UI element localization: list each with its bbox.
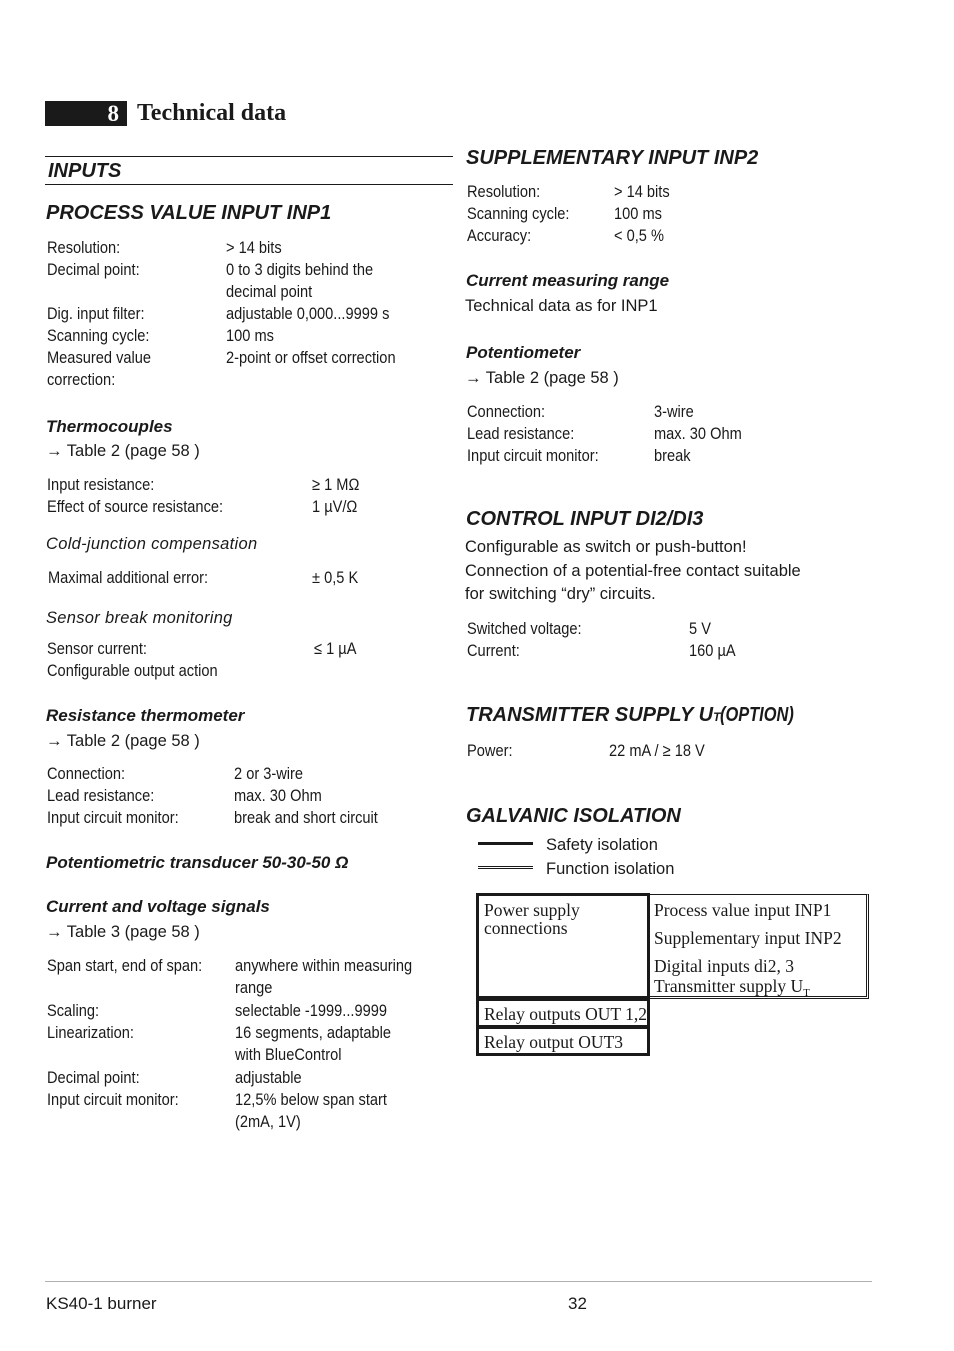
control-input-line-1: Configurable as switch or push-button! — [465, 538, 747, 556]
data-label: Dig. input filter: — [47, 304, 145, 323]
chapter-number: 8 — [45, 101, 127, 126]
data-value: anywhere within measuring — [235, 956, 413, 975]
inputs-bottom-rule — [45, 184, 453, 185]
footer-rule — [45, 1281, 872, 1282]
data-value: 3-wire — [654, 402, 694, 421]
data-label: Switched voltage: — [467, 619, 582, 638]
footer-page-number: 32 — [568, 1294, 587, 1313]
data-value: max. 30 Ohm — [654, 424, 742, 443]
data-label: Decimal point: — [47, 260, 140, 279]
data-value: adjustable 0,000...9999 s — [226, 304, 390, 323]
data-value: 2 or 3-wire — [234, 764, 304, 783]
data-label: Configurable output action — [47, 661, 218, 680]
iso-input-transmitter-main: Transmitter supply U — [654, 976, 804, 996]
data-label: Input circuit monitor: — [47, 808, 179, 827]
data-value: selectable -1999...9999 — [235, 1000, 388, 1020]
data-value: range — [235, 978, 273, 998]
rtd-ref: → Table 2 (page 58 ) — [46, 732, 200, 750]
data-value: < 0,5 % — [614, 226, 664, 245]
data-value: 0 to 3 digits behind the — [226, 260, 374, 279]
data-value: 1 µV/Ω — [312, 497, 358, 516]
function-isolation-line-icon — [478, 866, 533, 869]
relay-outputs-12-label: Relay outputs OUT 1,2 — [484, 1004, 648, 1024]
data-label: Span start, end of span: — [47, 956, 203, 975]
sensor-break-heading: Sensor break monitoring — [46, 609, 233, 627]
relay-output-3-label: Relay output OUT3 — [484, 1032, 624, 1052]
current-voltage-ref: → Table 3 (page 58 ) — [46, 923, 200, 941]
galvanic-isolation-heading: GALVANIC ISOLATION — [466, 805, 681, 827]
power-supply-line-2: connections — [484, 918, 568, 938]
data-label: Scanning cycle: — [467, 204, 570, 223]
transmitter-heading-option: (OPTION) — [720, 704, 795, 726]
data-value: 16 segments, adaptable — [235, 1022, 392, 1042]
data-label: Resolution: — [47, 238, 121, 257]
data-label: Connection: — [47, 764, 126, 783]
power-supply-line-1: Power supply — [484, 900, 580, 920]
data-label: Decimal point: — [47, 1067, 140, 1087]
data-value: (2mA, 1V) — [235, 1112, 301, 1132]
data-value: with BlueControl — [235, 1045, 342, 1065]
data-value: 5 V — [689, 619, 711, 638]
pot-transducer-heading: Potentiometric transducer 50-30-50 Ω — [46, 853, 349, 872]
data-label: Lead resistance: — [467, 424, 575, 443]
control-input-heading: CONTROL INPUT DI2/DI3 — [466, 508, 704, 530]
data-value: break — [654, 446, 691, 465]
data-value: 160 µA — [689, 641, 736, 660]
data-value: ≤ 1 µA — [314, 639, 357, 658]
data-label: Scaling: — [47, 1000, 100, 1020]
control-input-line-3: for switching “dry” circuits. — [465, 585, 656, 603]
thermocouples-ref: → Table 2 (page 58 ) — [46, 442, 200, 460]
data-label: Effect of source resistance: — [47, 497, 224, 516]
current-voltage-heading: Current and voltage signals — [46, 897, 270, 916]
data-value: decimal point — [226, 282, 313, 301]
control-input-line-2: Connection of a potential-free contact suitable — [465, 562, 801, 580]
data-value: ≥ 1 MΩ — [312, 475, 360, 494]
inputs-heading: INPUTS — [48, 160, 122, 182]
transmitter-heading-main: TRANSMITTER SUPPLY U — [466, 704, 714, 726]
safety-isolation-line-icon — [478, 842, 533, 845]
data-label: Resolution: — [467, 182, 541, 201]
inputs-top-rule — [45, 156, 453, 157]
safety-isolation-label: Safety isolation — [546, 836, 658, 854]
data-label: Measured value — [47, 348, 152, 367]
data-value: 2-point or offset correction — [226, 348, 396, 367]
data-label: Scanning cycle: — [47, 326, 150, 345]
thermocouples-heading: Thermocouples — [46, 417, 173, 436]
data-value: 12,5% below span start — [235, 1089, 387, 1109]
data-value: ± 0,5 K — [312, 568, 359, 587]
data-label: Accuracy: — [467, 226, 532, 245]
data-value: adjustable — [235, 1067, 302, 1087]
data-value: > 14 bits — [226, 238, 282, 257]
transmitter-heading — [466, 703, 810, 729]
inp2-heading: SUPPLEMENTARY INPUT INP2 — [466, 147, 759, 169]
data-label: Connection: — [467, 402, 546, 421]
data-value: break and short circuit — [234, 808, 378, 827]
iso-input-digital: Digital inputs di2, 3 — [654, 956, 794, 976]
data-value: 100 ms — [614, 204, 662, 223]
data-label: Maximal additional error: — [48, 568, 209, 587]
data-label: correction: — [47, 370, 116, 389]
iso-input-transmitter-sub: T — [803, 987, 810, 999]
data-value: 22 mA / ≥ 18 V — [609, 741, 705, 760]
cjc-heading: Cold-junction compensation — [46, 535, 258, 553]
iso-input-inp2: Supplementary input INP2 — [654, 928, 842, 948]
iso-input-transmitter — [654, 977, 810, 1002]
chapter-title: Technical data — [137, 100, 287, 126]
inp1-heading: PROCESS VALUE INPUT INP1 — [46, 202, 332, 224]
iso-input-inp1: Process value input INP1 — [654, 900, 832, 920]
data-label: Input circuit monitor: — [47, 1089, 179, 1109]
data-label: Linearization: — [47, 1022, 134, 1042]
data-label: Current: — [467, 641, 520, 660]
data-label: Sensor current: — [47, 639, 147, 658]
rtd-heading: Resistance thermometer — [46, 706, 245, 725]
transmitter-heading-sub: T — [713, 710, 721, 724]
current-range-text: Technical data as for INP1 — [465, 297, 658, 315]
data-value: > 14 bits — [614, 182, 670, 201]
data-value: 100 ms — [226, 326, 274, 345]
function-isolation-label: Function isolation — [546, 860, 675, 878]
data-value: max. 30 Ohm — [234, 786, 322, 805]
footer-doc-name: KS40-1 burner — [46, 1294, 157, 1313]
data-label: Lead resistance: — [47, 786, 155, 805]
data-label: Input resistance: — [47, 475, 155, 494]
current-range-heading: Current measuring range — [466, 271, 670, 290]
potentiometer-ref: → Table 2 (page 58 ) — [465, 369, 619, 387]
data-label: Input circuit monitor: — [467, 446, 599, 465]
potentiometer-heading: Potentiometer — [466, 343, 581, 362]
data-label: Power: — [467, 741, 513, 760]
